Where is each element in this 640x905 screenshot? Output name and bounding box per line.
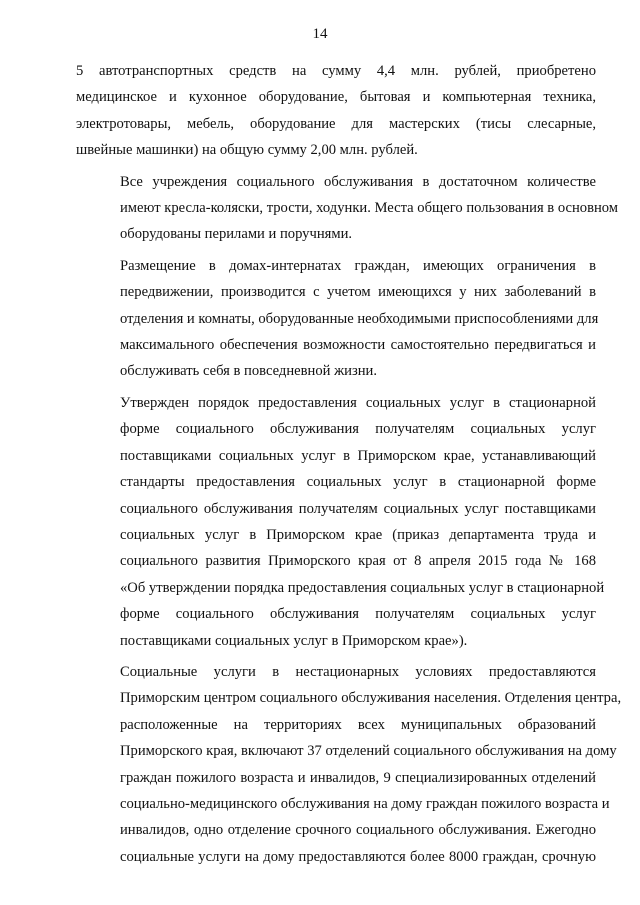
text-line: граждан пожилого возраста и инвалидов, 9 специализированных отделений xyxy=(120,769,596,786)
text-line: «Об утверждении порядка предоставления социальных услуг в стационарной xyxy=(120,579,605,596)
text-line: Все учреждения социального обслуживания в достаточном количестве xyxy=(120,173,596,190)
text-line: социальных услуг в Приморском крае (приказ департамента труда и xyxy=(120,526,596,543)
text-line: Утвержден порядок предоставления социальных услуг в стационарной xyxy=(120,394,596,411)
text-line: расположенные на территориях всех муниципальных образований xyxy=(120,716,596,733)
text-line: обслуживать себя в повседневной жизни. xyxy=(120,363,378,380)
text-line: поставщиками социальных услуг в Приморском крае, устанавливающий xyxy=(120,447,596,464)
document-body xyxy=(76,58,622,875)
text-line: Социальные услуги в нестационарных условиях предоставляются xyxy=(120,663,596,680)
text-line: 5 автотранспортных средств на сумму 4,4 млн. рублей, приобретено xyxy=(76,63,596,79)
text-line: передвижении, производится с учетом имеющихся у них заболеваний в xyxy=(120,284,596,301)
paragraph xyxy=(76,253,599,385)
text-line: Приморского края, включают 37 отделений социального обслуживания на дому xyxy=(120,743,617,760)
text-line: оборудованы перилами и поручнями. xyxy=(120,226,353,243)
text-line: Размещение в домах-интернатах граждан, имеющих ограничения в xyxy=(120,257,596,274)
text-line: отделения и комнаты, оборудованные необходимыми приспособлениями для xyxy=(120,310,599,327)
text-line: инвалидов, одно отделение срочного социального обслуживания. Ежегодно xyxy=(120,822,596,839)
text-line: Приморским центром социального обслуживания населения. Отделения центра, xyxy=(120,690,622,707)
text-line: имеют кресла-коляски, трости, ходунки. Места общего пользования в основном xyxy=(120,200,619,217)
text-line: форме социального обслуживания получателям социальных услуг xyxy=(120,606,596,623)
text-line: социально-медицинского обслуживания на дому граждан пожилого возраста и xyxy=(120,795,610,812)
text-line: стандарты предоставления социальных услуг в стационарной форме xyxy=(120,474,596,491)
text-line: медицинское и кухонное оборудование, бытовая и компьютерная техника, xyxy=(76,89,596,106)
text-line: социального обслуживания получателям социальных услуг поставщиками xyxy=(120,500,596,517)
paragraph xyxy=(76,659,622,870)
paragraph xyxy=(76,169,619,248)
text-line: поставщиками социальных услуг в Приморском крае»). xyxy=(120,632,468,649)
text-line: социальные услуги на дому предоставляются более 8000 граждан, срочную xyxy=(120,848,596,865)
paragraph xyxy=(76,58,596,164)
text-line: социального развития Приморского края от 8 апреля 2015 года № 168 xyxy=(120,553,596,570)
paragraph xyxy=(76,390,605,654)
text-line: электротовары, мебель, оборудование для мастерских (тисы слесарные, xyxy=(76,115,596,132)
text-line: швейные машинки) на общую сумму 2,00 млн. рублей. xyxy=(76,142,418,159)
text-line: форме социального обслуживания получателям социальных услуг xyxy=(120,421,596,438)
text-line: максимального обеспечения возможности самостоятельно передвигаться и xyxy=(120,337,596,354)
page-number: 14 xyxy=(312,26,328,42)
